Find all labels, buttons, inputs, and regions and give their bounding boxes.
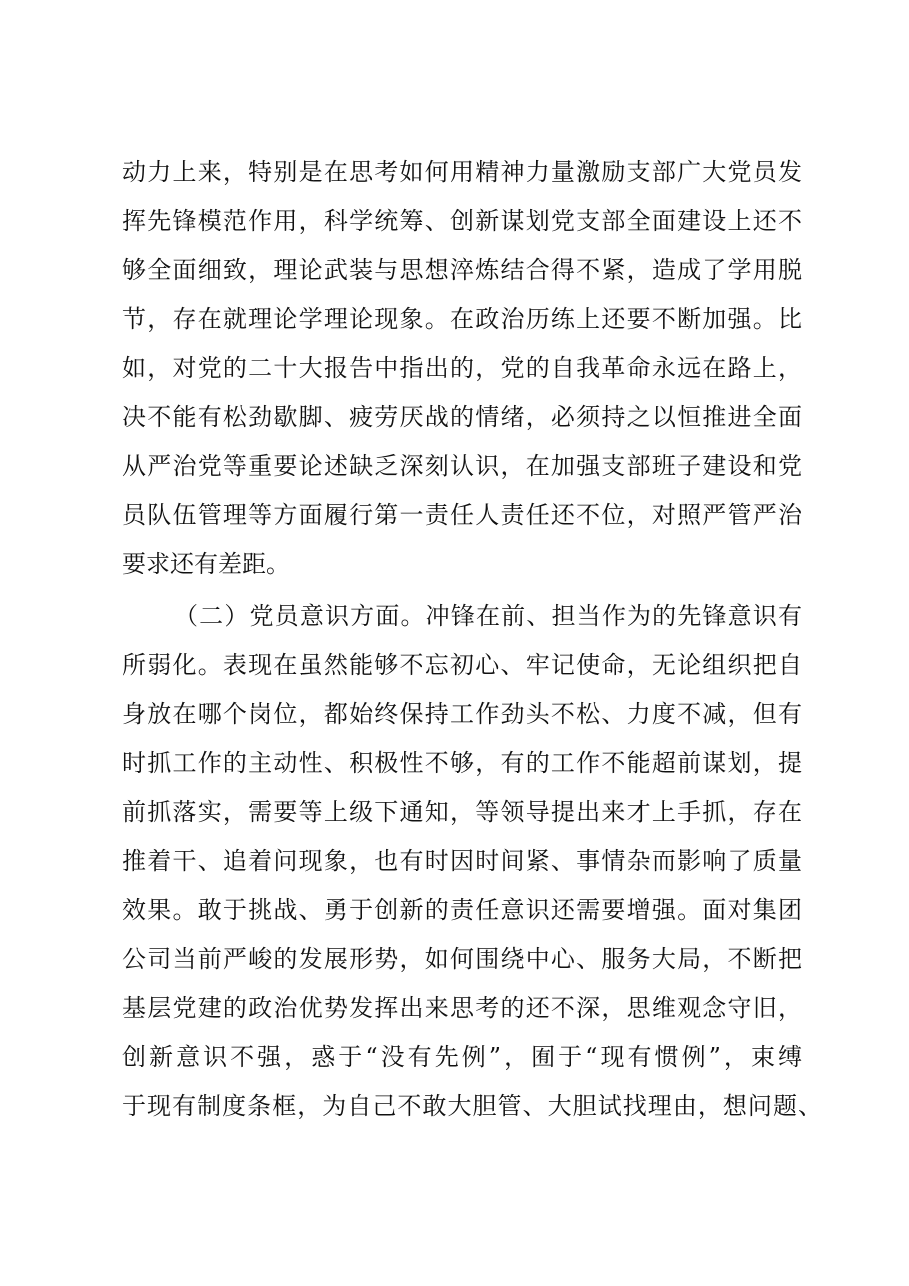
paragraph-line: 身放在哪个岗位，都始终保持工作劲头不松、力度不减，但有 <box>122 700 802 728</box>
paragraph-line: 所弱化。表现在虽然能够不忘初心、牢记使命，无论组织把自 <box>122 651 802 679</box>
paragraph-line: 够全面细致，理论武装与思想淬炼结合得不紧，造成了学用脱 <box>122 256 802 284</box>
paragraph-line: 于现有制度条框，为自己不敢大胆管、大胆试找理由，想问题、 <box>122 1092 822 1120</box>
paragraph-line: 决不能有松劲歇脚、疲劳厌战的情绪，必须持之以恒推进全面 <box>122 403 802 431</box>
section-heading-line: （二）党员意识方面。冲锋在前、担当作为的先锋意识有 <box>174 602 802 630</box>
paragraph-line: 如，对党的二十大报告中指出的，党的自我革命永远在路上， <box>122 354 802 382</box>
paragraph-line: 前抓落实，需要等上级下通知，等领导提出来才上手抓，存在 <box>122 798 802 826</box>
paragraph-line: 创新意识不强，惑于“没有先例”，囿于“现有惯例”，束缚 <box>122 1043 802 1071</box>
paragraph-line: 效果。敢于挑战、勇于创新的责任意识还需要增强。面对集团 <box>122 896 802 924</box>
paragraph-line: 公司当前严峻的发展形势，如何围绕中心、服务大局，不断把 <box>122 945 802 973</box>
paragraph-line: 节，存在就理论学理论现象。在政治历练上还要不断加强。比 <box>122 305 802 333</box>
paragraph-line: 要求还有差距。 <box>122 550 290 578</box>
paragraph-line: 推着干、追着问现象，也有时因时间紧、事情杂而影响了质量 <box>122 847 802 875</box>
paragraph-line: 员队伍管理等方面履行第一责任人责任还不位，对照严管严治 <box>122 501 802 529</box>
paragraph-line: 基层党建的政治优势发挥出来思考的还不深，思维观念守旧， <box>122 994 802 1022</box>
paragraph-line: 时抓工作的主动性、积极性不够，有的工作不能超前谋划，提 <box>122 749 802 777</box>
paragraph-line: 动力上来，特别是在思考如何用精神力量激励支部广大党员发 <box>122 158 802 186</box>
paragraph-line: 从严治党等重要论述缺乏深刻认识，在加强支部班子建设和党 <box>122 452 802 480</box>
paragraph-line: 挥先锋模范作用，科学统筹、创新谋划党支部全面建设上还不 <box>122 207 802 235</box>
